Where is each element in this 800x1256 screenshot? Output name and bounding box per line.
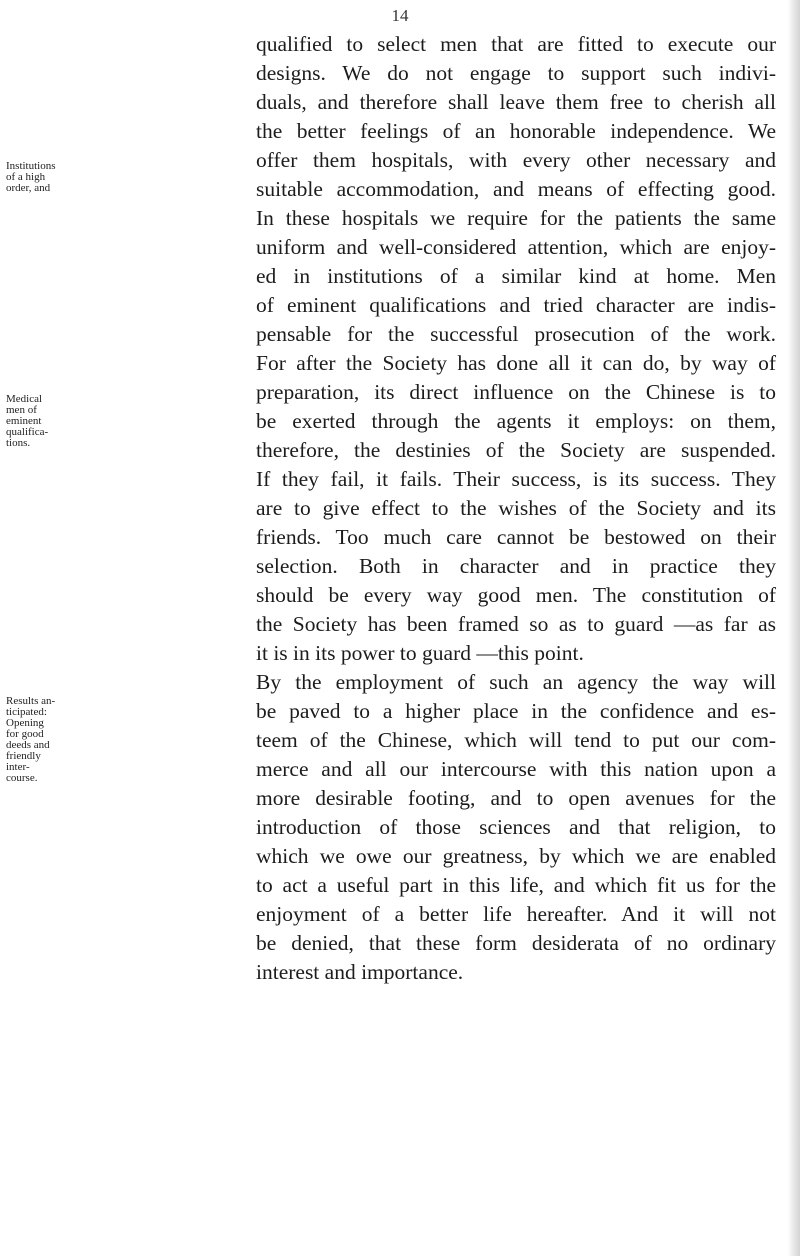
page-edge-shadow [788,0,800,1256]
margin-note-line: eminent [6,415,42,427]
margin-note-line: Institutions [6,160,56,172]
text-line: qualified to select men that are fitted to execute our [256,32,776,56]
margin-note-line: deeds and [6,739,50,751]
text-line: therefore, the destinies of the Society are suspended. [256,438,776,462]
text-line: should be every way good men. The constitution of [256,583,776,607]
margin-note-line: Opening [6,717,44,729]
text-line: more desirable footing, and to open avenues for the [256,786,776,810]
text-line: selection. Both in character and in practice they [256,554,776,578]
margin-note-line: course. [6,772,38,784]
text-line: teem of the Chinese, which will tend to put our com- [256,728,776,752]
margin-note-line: Results an- [6,695,56,707]
text-line: uniform and well-considered attention, which are enjoy- [256,235,776,259]
text-line: enjoyment of a better life hereafter. And it will not [256,902,776,926]
text-line: be exerted through the agents it employs: on them, [256,409,776,433]
margin-note-line: qualifica- [6,426,49,438]
margin-note-line: of a high [6,171,46,183]
margin-note-line: ticipated: [6,706,47,718]
text-line: friends. Too much care cannot be bestowed on their [256,525,776,549]
text-line: of eminent qualifications and tried character are indis- [256,293,776,317]
margin-note-medical-men [6,394,72,449]
text-line: suitable accommodation, and means of effecting good. [256,177,776,201]
margin-note-line: men of [6,404,37,416]
text-line: to act a useful part in this life, and which fit us for the [256,873,776,897]
margin-note-line: order, and [6,182,51,194]
text-line: ed in institutions of a similar kind at home. Men [256,264,776,288]
text-line: which we owe our greatness, by which we are enabled [256,844,776,868]
text-line: interest and importance. [256,960,464,984]
text-line: For after the Society has done all it can do, by way of [256,351,776,375]
text-line: If they fail, it fails. Their success, is its success. They [256,467,776,491]
margin-note-line: friendly [6,750,41,762]
text-line: it is in its power to guard —this point. [256,641,584,665]
text-line: introduction of those sciences and that religion, to [256,815,776,839]
text-line: pensable for the successful prosecution of the work. [256,322,776,346]
margin-note-line: tions. [6,437,31,449]
body-text [256,30,776,987]
text-line: be denied, that these form desiderata of no ordinary [256,931,776,955]
text-line: In these hospitals we require for the patients the same [256,206,776,230]
text-line: preparation, its direct influence on the Chinese is to [256,380,776,404]
text-line: the better feelings of an honorable independence. We [256,119,776,143]
margin-note-line: inter- [6,761,30,773]
margin-note-line: for good [6,728,44,740]
margin-note-line: Medical [6,393,43,405]
text-line: offer them hospitals, with every other necessary and [256,148,776,172]
text-line: duals, and therefore shall leave them free to cherish all [256,90,776,114]
text-line: designs. We do not engage to support such indivi- [256,61,776,85]
page-number: 14 [391,6,409,25]
text-line: merce and all our intercourse with this nation upon a [256,757,776,781]
text-line: are to give effect to the wishes of the Society and its [256,496,776,520]
margin-note-results-anticipated [6,696,72,784]
text-line: By the employment of such an agency the way will [256,670,776,694]
margin-note-institutions [6,161,72,194]
text-line: the Society has been framed so as to guard —as far as [256,612,776,636]
text-line: be paved to a higher place in the confidence and es- [256,699,776,723]
